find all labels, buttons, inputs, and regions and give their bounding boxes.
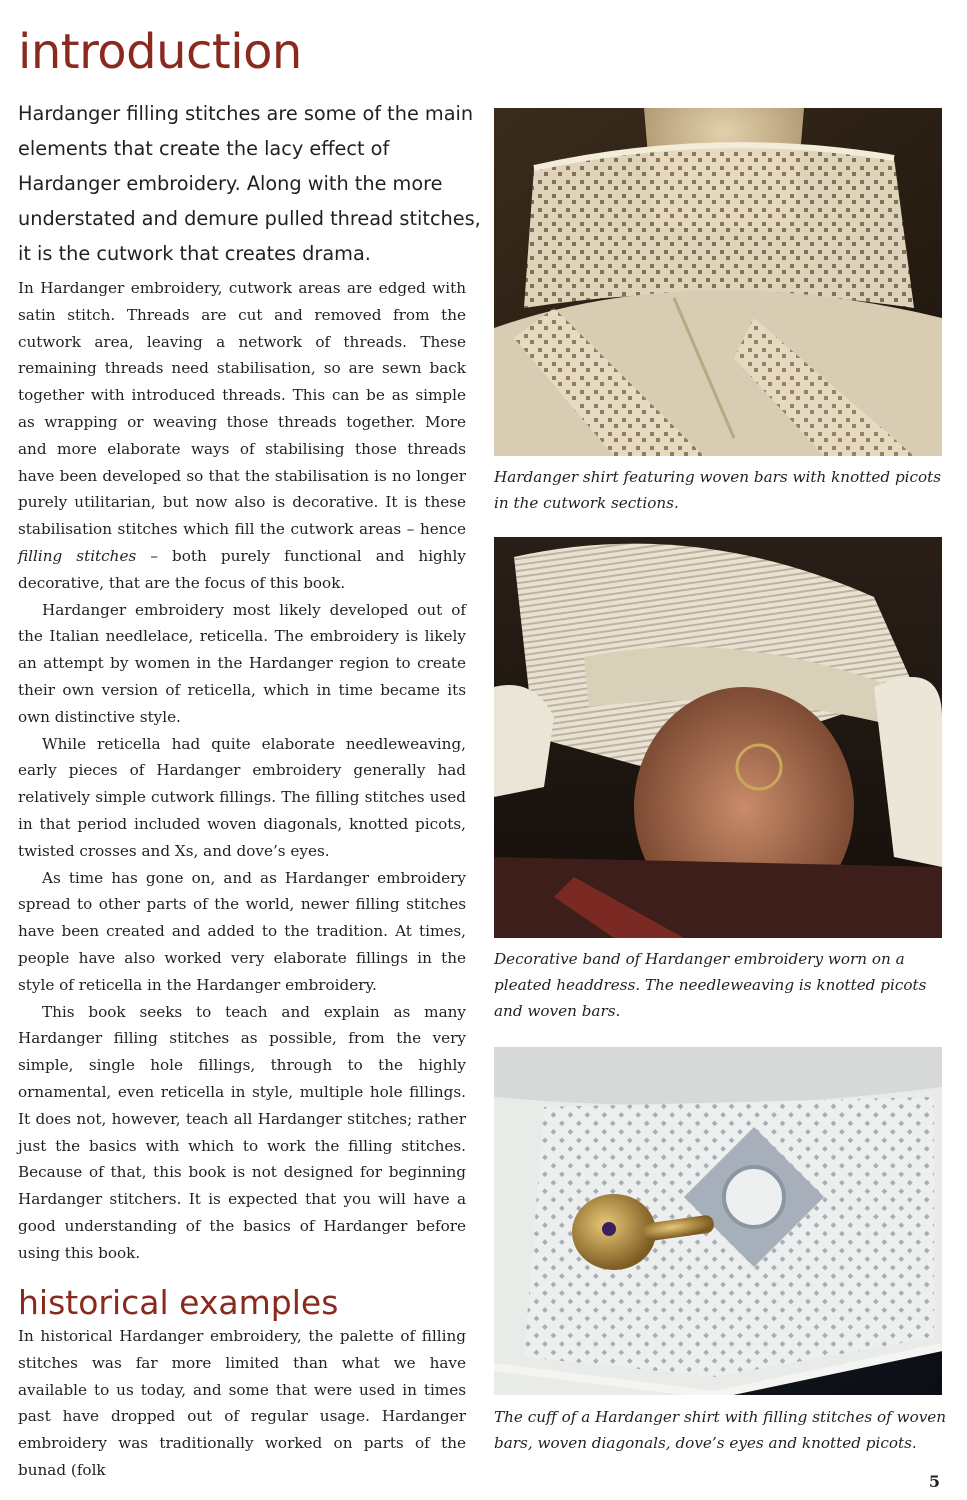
intro-p1-text-end: – both purely functional and highly decorative, that are the focus of this book. (18, 546, 466, 592)
intro-paragraph-1 (18, 275, 466, 597)
photo-shirt-collar (494, 108, 942, 456)
caption-shirt-collar: Hardanger shirt featuring woven bars with knotted picots in the cutwork sections. (494, 468, 942, 512)
historical-body (18, 1323, 466, 1484)
filling-stitches-emphasis: filling stitches (18, 546, 137, 565)
historical-paragraph: In historical Hardanger embroidery, the palette of filling stitches was far more limited than what we have available to us today, and some that were used in times past have dropped out of regular usage. Hardanger embroidery was traditionally worked on parts of the bunad (folk (18, 1327, 466, 1479)
intro-paragraph-2: Hardanger embroidery most likely developed out of the Italian needlelace, reticella. The embroidery is likely an attempt by women in the Hardanger region to create their own version of reticella, which in time became its own distinctive style. (18, 600, 466, 726)
page-title: introduction (18, 24, 302, 80)
intro-paragraph-3: While reticella had quite elaborate needleweaving, early pieces of Hardanger embroidery generally had relatively simple cutwork fillings. The filling stitches used in that period included woven diagonals, knotted picots, twisted crosses and Xs, and dove’s eyes. (18, 734, 466, 860)
photo-shirt-collar-image (494, 108, 942, 456)
intro-paragraph-5: This book seeks to teach and explain as many Hardanger filling stitches as possible, from the very simple, single hole fillings, through to the highly ornamental, even reticella in style, multiple hole fillings. It does not, however, teach all Hardanger stitches; rather just the basics with which to work the filling stitches. Because of that, this book is not designed for beginning Hardanger stitchers. It is expected that you will have a good understanding of the basics of Hardanger before using this book. (18, 1002, 466, 1262)
intro-paragraph-4: As time has gone on, and as Hardanger embroidery spread to other parts of the world, newer filling stitches have been created and added to the tradition. At times, people have also worked very elaborate fillings in the style of reticella in the Hardanger embroidery. (18, 868, 466, 994)
section-heading-historical: historical examples (18, 1283, 339, 1322)
intro-body (18, 275, 466, 1266)
lead-paragraph: Hardanger filling stitches are some of the main elements that create the lacy effect of Hardanger embroidery. Along with the more understated and demure pulled thread stitches, it is the cutwork that creates drama. (18, 102, 481, 265)
intro-p1-text: In Hardanger embroidery, cutwork areas are edged with satin stitch. Threads are cut and removed from the cutwork area, leaving a network of threads. These remaining threads need stabilisation, so are sewn back together with introduced threads. This can be as simple as wrapping or weaving those threads together. More and more elaborate ways of stabilising those threads have been developed so that the stabilisation is no longer purely utilitarian, but now also is decorative. It is these stabilisation stitches which fill the cutwork areas – hence (18, 279, 466, 539)
photo-headdress-image (494, 537, 942, 938)
photo-headdress (494, 537, 942, 938)
page-number: 5 (928, 1472, 940, 1491)
caption-headdress: Decorative band of Hardanger embroidery worn on a pleated headdress. The needleweaving is knotted picots and woven bars. (494, 950, 927, 1020)
photo-cuff-image (494, 1047, 942, 1395)
photo-cuff (494, 1047, 942, 1395)
caption-cuff: The cuff of a Hardanger shirt with filling stitches of woven bars, woven diagonals, dove’s eyes and knotted picots. (494, 1408, 947, 1452)
